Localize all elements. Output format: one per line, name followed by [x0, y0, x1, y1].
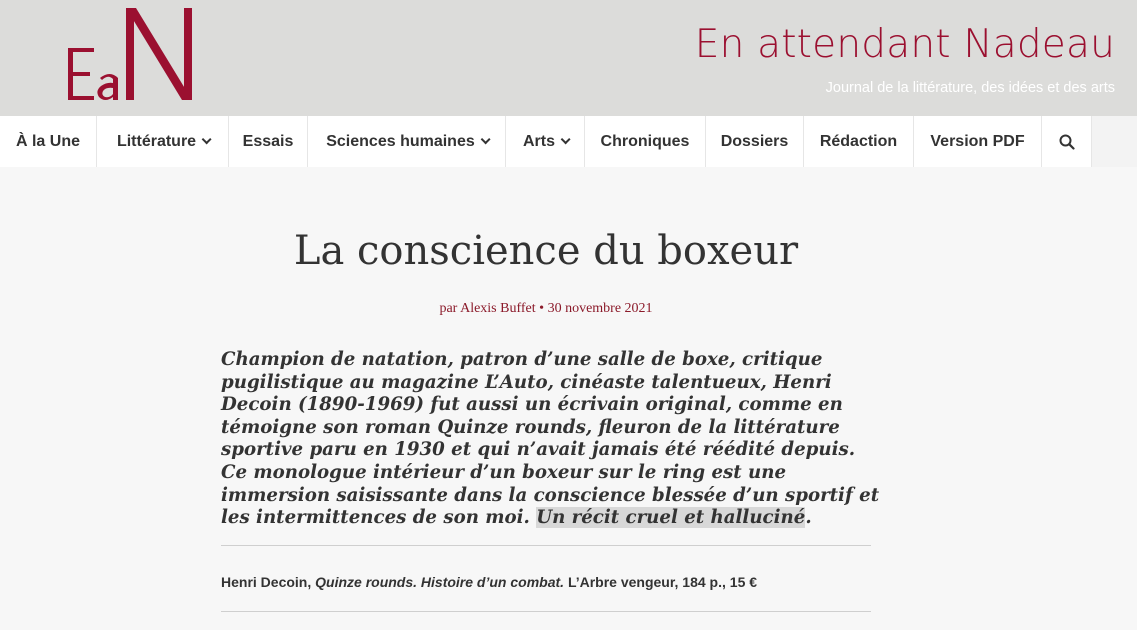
lede-highlight: Un récit cruel et halluciné	[536, 507, 806, 529]
nav-item-chroniques[interactable]	[585, 116, 706, 167]
site-header	[0, 0, 1137, 116]
nav-item-arts[interactable]	[506, 116, 585, 167]
nav-item-label: Rédaction	[819, 132, 898, 150]
nav-item-version-pdf[interactable]	[914, 116, 1042, 167]
main-navigation	[0, 116, 1137, 167]
nav-item-label: Sciences humaines	[326, 132, 475, 150]
nav-item-label: À la Une	[15, 132, 80, 150]
byline-separator: •	[539, 301, 545, 316]
book-title: Quinze rounds. Histoire d’un combat.	[315, 574, 565, 590]
nav-item-label: Essais	[242, 132, 294, 150]
nav-item-redaction[interactable]	[804, 116, 914, 167]
nav-item-litterature[interactable]	[97, 116, 229, 167]
chevron-down-icon	[561, 134, 571, 144]
nav-item-label: Dossiers	[720, 132, 789, 150]
nav-item-essais[interactable]	[229, 116, 308, 167]
nav-item-label: Arts	[522, 132, 555, 150]
chevron-down-icon	[202, 134, 212, 144]
article-date: 30 novembre 2021	[547, 301, 653, 316]
nav-item-label: Chroniques	[600, 132, 690, 150]
lede-end: .	[805, 507, 812, 529]
search-button[interactable]	[1042, 116, 1092, 167]
site-tagline: Journal de la littérature, des idées et des arts	[825, 80, 1115, 96]
site-title[interactable]: En attendant Nadeau	[694, 22, 1115, 67]
book-author: Henri Decoin,	[221, 574, 312, 590]
nav-item-label: Littérature	[116, 132, 197, 150]
chevron-down-icon	[480, 134, 490, 144]
author-link[interactable]: Alexis Buffet	[460, 301, 536, 316]
site-logo[interactable]	[60, 6, 200, 106]
book-details: L’Arbre vengeur, 184 p., 15 €	[567, 574, 758, 590]
lede-text: Champion de natation, patron d’une salle de boxe, critique pugilistique au magazine L’Auto, cinéaste talentueux, Henri Decoin (1890-1969) fut aussi un écrivain original, comme en témoigne son roman Quinze rounds, fleuron de la littérature sportive paru en 1930 et qui n’avait jamais été réédité depuis. Ce monologue intérieur d’un boxeur sur le ring est une immersion saisissante dans la conscience blessée d’un sportif et les intermittences de son moi.	[221, 349, 880, 529]
search-icon	[1059, 134, 1075, 150]
article-lede	[221, 349, 881, 530]
divider	[221, 611, 871, 612]
divider	[221, 545, 871, 546]
nav-item-a-la-une[interactable]	[0, 116, 97, 167]
article-byline	[0, 301, 1092, 317]
nav-item-sciences-humaines[interactable]	[308, 116, 506, 167]
article-title: La conscience du boxeur	[293, 228, 799, 274]
byline-prefix: par	[439, 301, 458, 316]
nav-item-dossiers[interactable]	[706, 116, 804, 167]
book-reference	[221, 574, 757, 590]
nav-item-label: Version PDF	[930, 132, 1025, 150]
